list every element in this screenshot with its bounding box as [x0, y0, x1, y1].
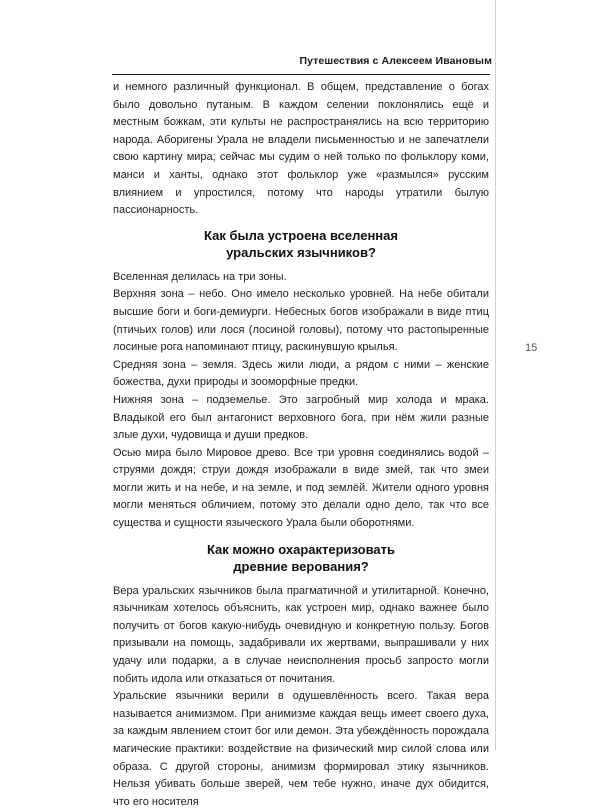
section-heading-line: уральских язычников? [226, 244, 376, 260]
section-heading [113, 227, 489, 261]
paragraph: Средняя зона – земля. Здесь жили люди, а рядом с ними – женские божества, духи природы и зооморфные предки. [113, 358, 489, 389]
section-heading-line: Как можно охарактеризовать [206, 541, 396, 557]
paragraph: и немного различный функционал. В общем, представление о богах было довольно путаным. В каждом селении поклонялись ещё и местным божкам, эти культы не распространялись на всю территорию народа. Аборигены Урала не владели письменностью и не запечатлели свою картину мира; сейчас мы судим о ней только по фольклору коми, манси и ханты, однако этот фольклор уже «размылся» русским влиянием и упростился, потому что народы утратили былую пассионарность. [113, 81, 489, 217]
header-rule [112, 74, 490, 75]
margin-rule [495, 0, 496, 750]
paragraph: Нижняя зона – подземелье. Это загробный мир холода и мрака. Владыкой его был антагонист верховного бога, при нём жили разные злые духи, чудовища и души предков. [113, 393, 489, 442]
paragraph: Осью мира было Мировое древо. Все три уровня соединялись водой – струями дождя; струи дождя изображали в виде змей, так что змеи могли жить и на небе, и на земле, и под землёй. Жители одного уровня могли меняться обличием, потому это делали одно дело, так что все существа и сущности языческого Урала были оборотнями. [113, 446, 489, 530]
page-body [113, 79, 489, 811]
page-number: 15 [525, 342, 538, 354]
paragraph: Уральские язычники верили в одушевлённость всего. Такая вера называется анимизмом. При анимизме каждая вещь имеет своего духа, за каждым явлением стоит бог или демон. Эта убеждённость порождала магические практики: воздействие на физический мир силой слова или образа. С другой стороны, анимизм формировал этику язычников. Нельзя убивать больше зверей, чем тебе нужно, иначе дух обидится, что его носителя [113, 690, 489, 808]
section-heading [113, 541, 489, 575]
section-heading-line: древние верования? [233, 558, 369, 574]
running-title: Путешествия с Алексеем Ивановым [299, 55, 492, 67]
paragraph: Вселенная делилась на три зоны. [113, 270, 287, 283]
paragraph: Верхняя зона – небо. Оно имело несколько уровней. На небе обитали высшие боги и боги-демиурги. Небесных богов изображали в виде птиц (птичьих голов) или лося (лосиной головы), потому что растопыренные лосиные рога напоминают птицу, раскинувшую крылья. [113, 288, 489, 354]
paragraph: Вера уральских язычников была прагматичной и утилитарной. Конечно, язычникам хотелось объяснить, как устроен мир, однако важнее было получить от богов какую-нибудь очевидную и конкретную пользу. Богов призывали на помощь, задабривали их жертвами, выпрашивали у них удачу или подарки, а в случае неисполнения просьб запросто могли побить идола или отказаться от почитания. [113, 584, 489, 685]
section-heading-line: Как была устроена вселенная [204, 227, 398, 243]
